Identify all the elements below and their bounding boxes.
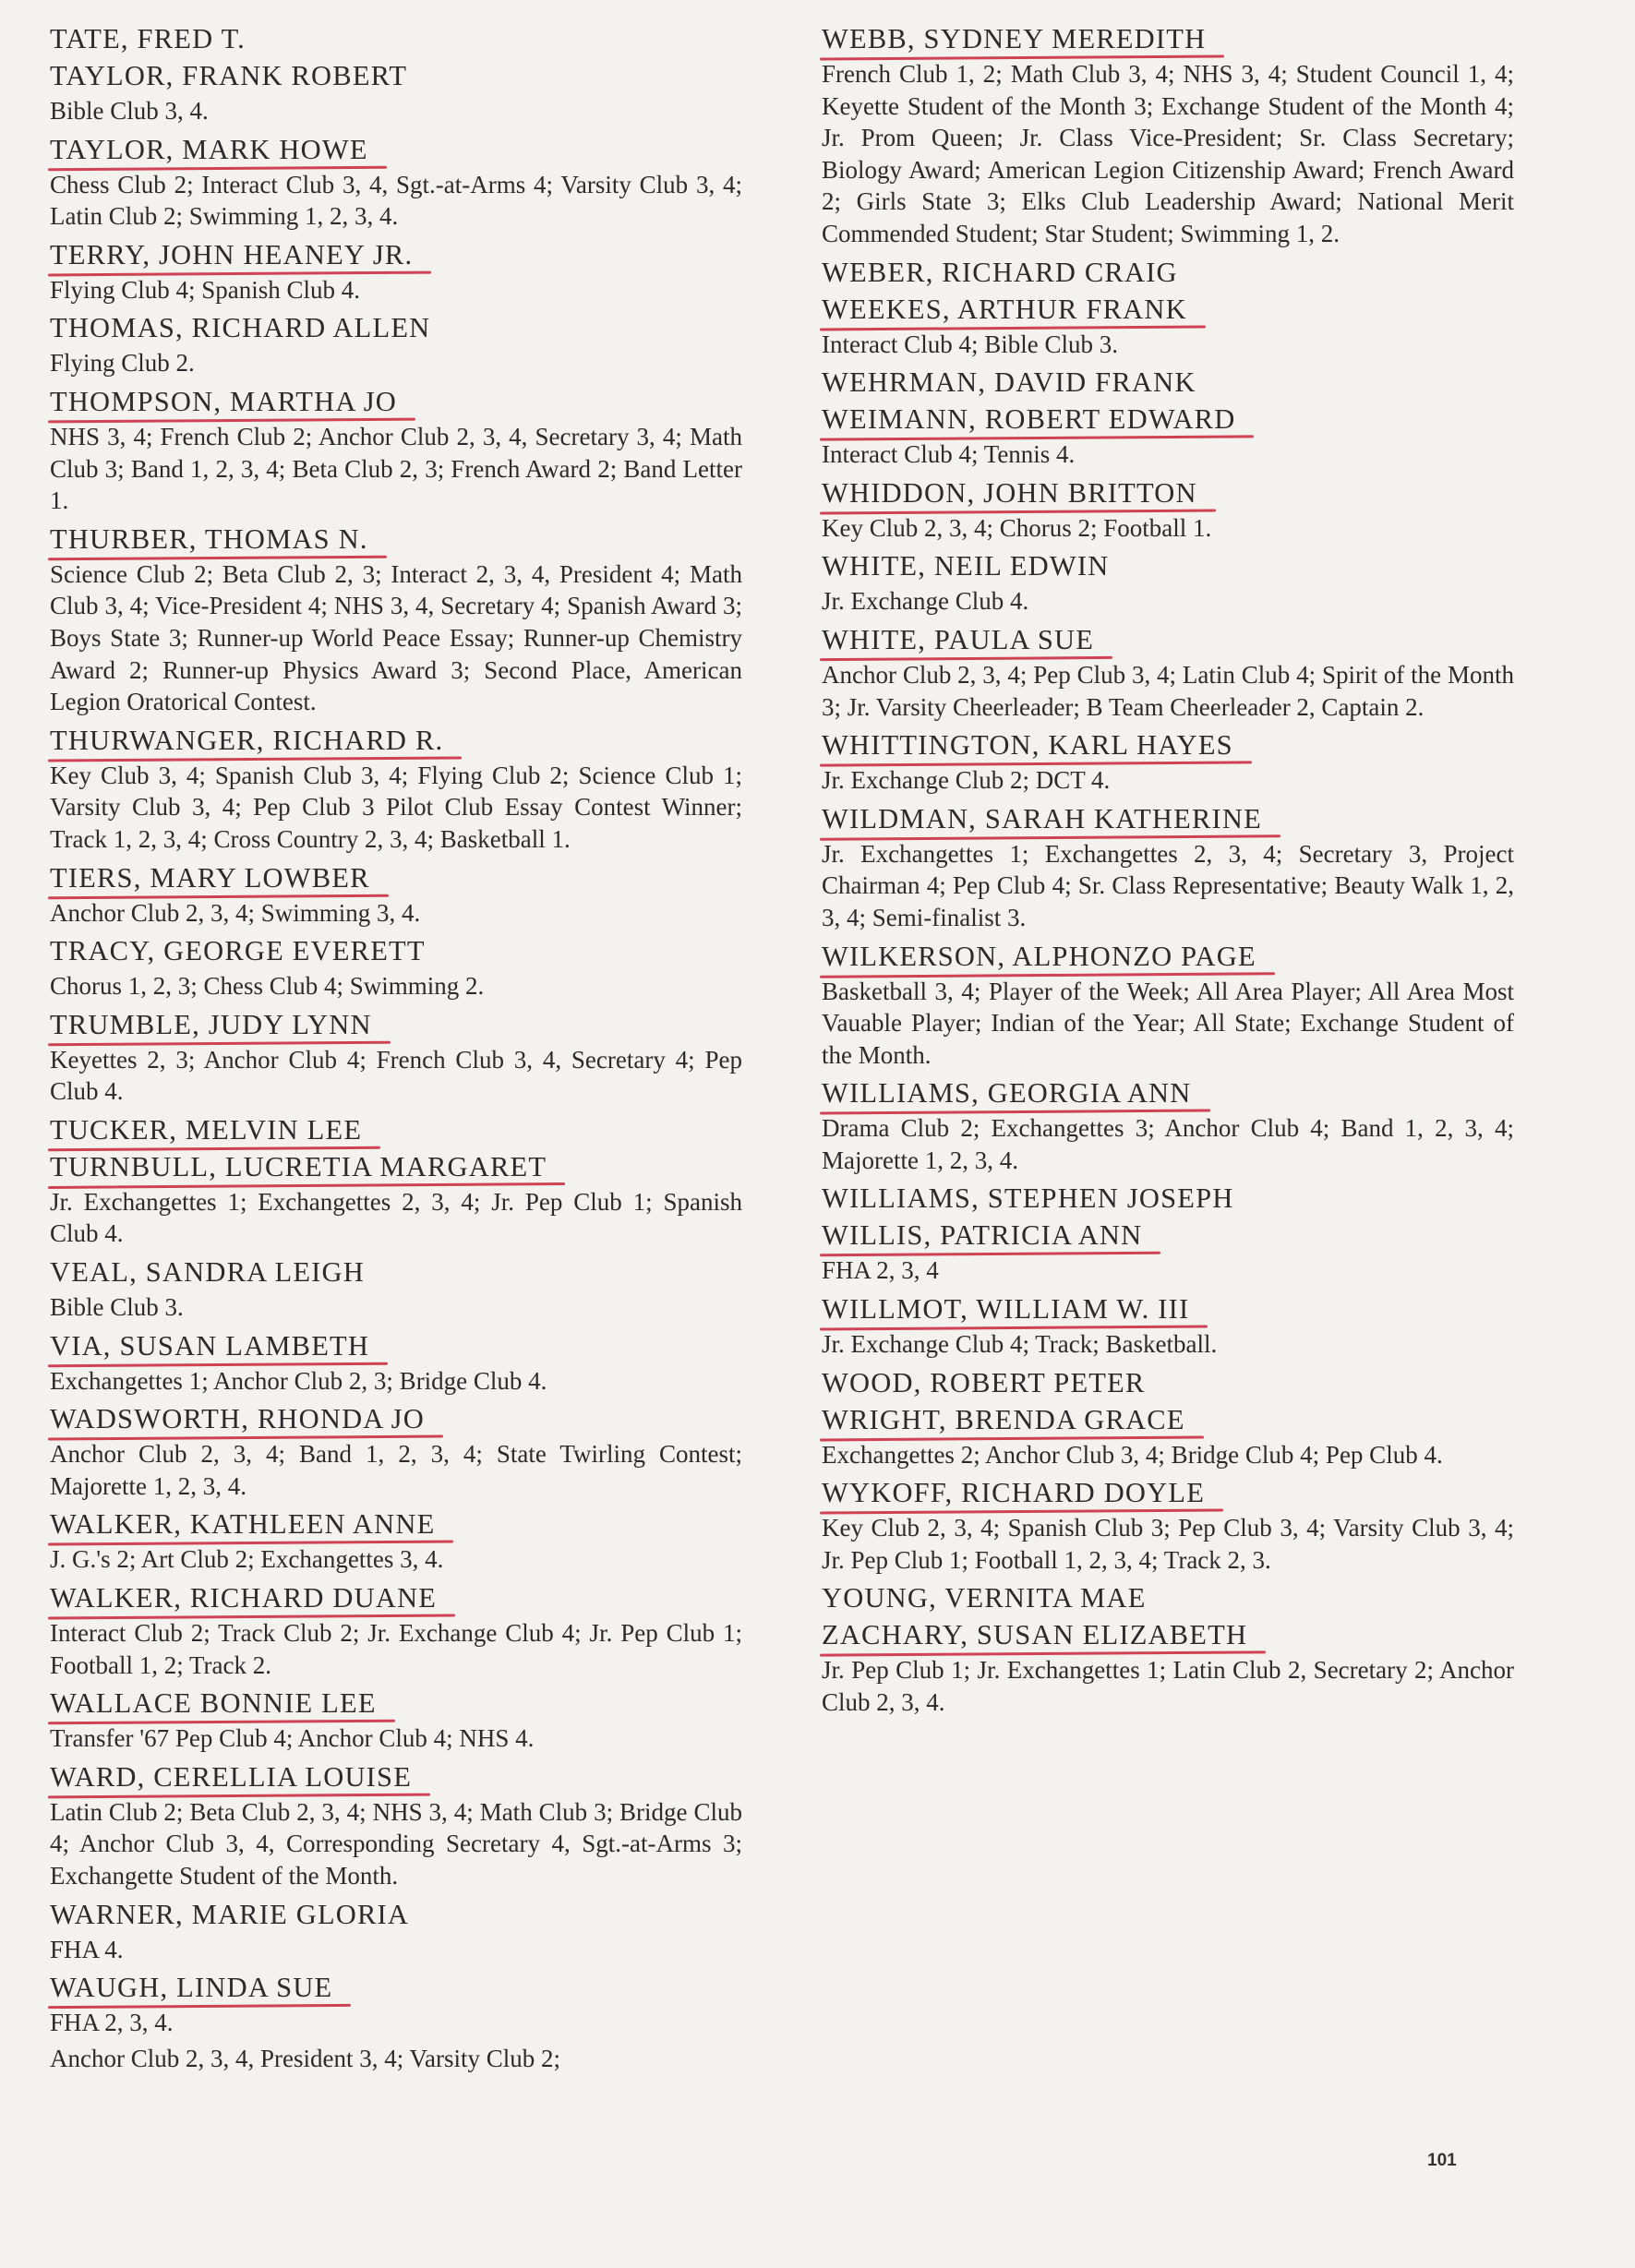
senior-entry — [820, 1290, 1514, 1364]
student-name: WEIMANN, ROBERT EDWARD — [820, 401, 1235, 438]
senior-entry — [48, 1506, 742, 1579]
senior-entry — [48, 1896, 742, 1970]
senior-entry — [820, 364, 1514, 401]
student-name: WALLACE BONNIE LEE — [48, 1685, 377, 1722]
student-activities: Bible Club 3. — [50, 1293, 184, 1322]
student-name: YOUNG, VERNITA MAE — [822, 1582, 1147, 1614]
student-activities: NHS 3, 4; French Club 2; Anchor Club 2, 3, 4, Secretary 3, 4; Math Club 3; Band 1, 2, 3, 4; Beta Club 2, 3; French Award 2; Band Letter 1. — [50, 422, 742, 515]
senior-entry — [48, 57, 742, 131]
student-name: THURBER, THOMAS N. — [48, 521, 368, 558]
student-name: TAYLOR, MARK HOWE — [48, 131, 368, 168]
student-activities: Jr. Exchange Club 2; DCT 4. — [822, 766, 1111, 795]
student-name: WHITE, NEIL EDWIN — [822, 550, 1110, 582]
page-number: 101 — [1427, 2151, 1457, 2170]
senior-entry — [820, 800, 1514, 938]
senior-entry — [820, 1579, 1514, 1616]
student-name: TERRY, JOHN HEANEY JR. — [48, 236, 413, 273]
student-name: WOOD, ROBERT PETER — [822, 1366, 1146, 1398]
senior-entry — [48, 1969, 742, 2074]
student-activities: Anchor Club 2, 3, 4; Pep Club 3, 4; Latin Club 4; Spirit of the Month 3; Jr. Varsity Cheerleader; B Team Cheerleader 2, Captain 2. — [822, 660, 1514, 721]
senior-entry — [48, 859, 742, 933]
student-name: WILLMOT, WILLIAM W. III — [820, 1290, 1189, 1327]
student-name: WYKOFF, RICHARD DOYLE — [820, 1474, 1205, 1511]
student-activities: Flying Club 4; Spanish Club 4. — [50, 275, 361, 304]
senior-entry — [48, 1579, 742, 1685]
student-activities: Jr. Pep Club 1; Jr. Exchangettes 1; Latin Club 2, Secretary 2; Anchor Club 2, 3, 4. — [822, 1656, 1514, 1717]
senior-entry — [48, 309, 742, 383]
student-activities: Bible Club 3, 4. — [50, 97, 209, 125]
student-name: THOMPSON, MARTHA JO — [48, 383, 397, 420]
student-activities: Exchangettes 2; Anchor Club 3, 4; Bridge Club 4; Pep Club 4. — [822, 1440, 1443, 1469]
senior-entry — [820, 254, 1514, 291]
senior-entry — [48, 1758, 742, 1896]
student-activities: Key Club 2, 3, 4; Spanish Club 3; Pep Club 3, 4; Varsity Club 3, 4; Jr. Pep Club 1; Football 1, 2, 3, 4; Track 2, 3. — [822, 1514, 1514, 1574]
student-name: TATE, FRED T. — [50, 23, 246, 54]
student-name: TUCKER, MELVIN LEE — [48, 1111, 362, 1148]
senior-entry — [820, 401, 1514, 474]
student-name: WILDMAN, SARAH KATHERINE — [820, 800, 1262, 837]
senior-entry — [48, 236, 742, 310]
senior-entry — [48, 20, 742, 57]
senior-entry — [820, 1180, 1514, 1217]
student-activities: Jr. Exchangettes 1; Exchangettes 2, 3, 4; Secretary 3, Project Chairman 4; Pep Club 4; Sr. Class Representative; Beauty Walk 1, 2, 3, 4; Semi-finalist 3. — [822, 839, 1514, 931]
student-name: WARD, CERELLIA LOUISE — [48, 1758, 412, 1795]
left-column — [48, 20, 742, 2074]
student-name: WALKER, KATHLEEN ANNE — [48, 1506, 435, 1542]
student-activities: Anchor Club 2, 3, 4; Band 1, 2, 3, 4; State Twirling Contest; Majorette 1, 2, 3, 4. — [50, 1440, 742, 1500]
student-name: WEHRMAN, DAVID FRANK — [822, 366, 1196, 399]
senior-entry — [820, 621, 1514, 726]
senior-entry — [820, 291, 1514, 365]
student-activities: Interact Club 4; Bible Club 3. — [822, 330, 1118, 358]
senior-entry — [820, 726, 1514, 800]
student-activities: J. G.'s 2; Art Club 2; Exchangettes 3, 4. — [50, 1545, 444, 1574]
senior-entry — [820, 547, 1514, 621]
student-name: WILLIAMS, STEPHEN JOSEPH — [822, 1182, 1234, 1215]
student-activities: Chess Club 2; Interact Club 3, 4, Sgt.-at-Arms 4; Varsity Club 3, 4; Latin Club 2; Swimming 1, 2, 3, 4. — [50, 170, 742, 231]
senior-entry — [48, 1111, 742, 1148]
student-name: TRUMBLE, JUDY LYNN — [48, 1006, 372, 1043]
student-name: VIA, SUSAN LAMBETH — [48, 1327, 369, 1364]
senior-entry — [820, 1401, 1514, 1475]
senior-entry — [820, 938, 1514, 1075]
student-name: WRIGHT, BRENDA GRACE — [820, 1401, 1185, 1438]
senior-entry — [48, 1006, 742, 1111]
senior-entry — [48, 1400, 742, 1506]
senior-entry — [48, 1327, 742, 1401]
student-activities: Latin Club 2; Beta Club 2, 3, 4; NHS 3, 4; Math Club 3; Bridge Club 4; Anchor Club 3, 4, Corresponding Secretary 4, Sgt.-at-Arms 3; Exchangette Student of the Month. — [50, 1797, 742, 1890]
student-activities: FHA 2, 3, 4. — [50, 2009, 174, 2037]
student-activities: Basketball 3, 4; Player of the Week; All Area Player; All Area Most Vauable Player; Indian of the Year; All State; Exchange Student of the Month. — [822, 977, 1514, 1069]
senior-entry — [48, 1685, 742, 1758]
student-activities-continued: Anchor Club 2, 3, 4, President 3, 4; Varsity Club 2; — [50, 2044, 560, 2072]
student-name: WEEKES, ARTHUR FRANK — [820, 291, 1187, 328]
senior-entry — [48, 521, 742, 722]
senior-entry — [820, 1364, 1514, 1401]
student-activities: Anchor Club 2, 3, 4; Swimming 3, 4. — [50, 898, 421, 927]
student-activities: French Club 1, 2; Math Club 3, 4; NHS 3, 4; Student Council 1, 4; Keyette Student of the Month 3; Exchange Student of the Month 4; Jr. Prom Queen; Jr. Class Vice-President; Sr. Class Secretary; Biology Award; American Legion Citizenship Award; French Award 2; Girls State 3; Elks Club Leadership Award; National Merit Commended Student; Star Student; Swimming 1, 2. — [822, 60, 1514, 247]
student-activities: Flying Club 2. — [50, 349, 195, 378]
student-activities: Interact Club 4; Tennis 4. — [822, 440, 1076, 469]
student-activities: Jr. Exchangettes 1; Exchangettes 2, 3, 4; Jr. Pep Club 1; Spanish Club 4. — [50, 1187, 742, 1248]
student-name: ZACHARY, SUSAN ELIZABETH — [820, 1616, 1247, 1653]
student-name: WILLIS, PATRICIA ANN — [820, 1217, 1142, 1254]
student-activities: Jr. Exchange Club 4. — [822, 587, 1029, 616]
student-activities: Chorus 1, 2, 3; Chess Club 4; Swimming 2. — [50, 972, 485, 1001]
student-name: THOMAS, RICHARD ALLEN — [50, 312, 431, 344]
senior-entry — [820, 1074, 1514, 1180]
senior-entry — [48, 383, 742, 521]
senior-entry — [48, 722, 742, 859]
student-name: WADSWORTH, RHONDA JO — [48, 1400, 425, 1437]
senior-entry — [820, 1474, 1514, 1579]
senior-entry — [820, 1217, 1514, 1290]
senior-entry — [820, 20, 1514, 254]
student-name: WHIDDON, JOHN BRITTON — [820, 474, 1197, 511]
student-activities: Interact Club 2; Track Club 2; Jr. Exchange Club 4; Jr. Pep Club 1; Football 1, 2; Track 2. — [50, 1619, 742, 1679]
student-name: TAYLOR, FRANK ROBERT — [50, 60, 408, 91]
student-activities: Transfer '67 Pep Club 4; Anchor Club 4; NHS 4. — [50, 1724, 535, 1753]
right-column — [820, 20, 1514, 1722]
student-activities: Key Club 3, 4; Spanish Club 3, 4; Flying Club 2; Science Club 1; Varsity Club 3, 4; Pep Club 3 Pilot Club Essay Contest Winner; Track 1, 2, 3, 4; Cross Country 2, 3, 4; Basketball 1. — [50, 761, 742, 853]
student-name: TIERS, MARY LOWBER — [48, 859, 370, 896]
student-activities: Exchangettes 1; Anchor Club 2, 3; Bridge Club 4. — [50, 1366, 547, 1395]
senior-entry — [48, 131, 742, 236]
senior-entry — [48, 932, 742, 1006]
student-name: WHITE, PAULA SUE — [820, 621, 1094, 658]
student-activities: FHA 4. — [50, 1935, 124, 1963]
student-name: THURWANGER, RICHARD R. — [48, 722, 443, 759]
student-name: WAUGH, LINDA SUE — [48, 1969, 332, 2006]
student-activities: FHA 2, 3, 4 — [822, 1256, 939, 1285]
student-activities: Science Club 2; Beta Club 2, 3; Interact 2, 3, 4, President 4; Math Club 3, 4; Vice-President 4; NHS 3, 4, Secretary 4; Spanish Award 3; Boys State 3; Runner-up World Peace Essay; Runner-up Chemistry Award 2; Runner-up Physics Award 3; Second Place, American Legion Oratorical Contest. — [50, 559, 742, 716]
student-name: TURNBULL, LUCRETIA MARGARET — [48, 1148, 547, 1185]
senior-entry — [820, 474, 1514, 548]
student-name: VEAL, SANDRA LEIGH — [50, 1256, 365, 1289]
senior-entry — [48, 1148, 742, 1254]
student-name: WARNER, MARIE GLORIA — [50, 1898, 410, 1930]
student-activities: Key Club 2, 3, 4; Chorus 2; Football 1. — [822, 513, 1212, 542]
senior-entry — [48, 1254, 742, 1327]
senior-entry — [820, 1616, 1514, 1722]
student-activities: Keyettes 2, 3; Anchor Club 4; French Club 3, 4, Secretary 4; Pep Club 4. — [50, 1045, 742, 1106]
student-activities: Drama Club 2; Exchangettes 3; Anchor Club 4; Band 1, 2, 3, 4; Majorette 1, 2, 3, 4. — [822, 1114, 1514, 1174]
student-name: WEBER, RICHARD CRAIG — [822, 256, 1178, 288]
student-activities: Jr. Exchange Club 4; Track; Basketball. — [822, 1330, 1218, 1359]
student-name: WILLIAMS, GEORGIA ANN — [820, 1074, 1192, 1111]
student-name: TRACY, GEORGE EVERETT — [50, 935, 426, 967]
student-name: WEBB, SYDNEY MEREDITH — [820, 20, 1206, 57]
student-name: WHITTINGTON, KARL HAYES — [820, 726, 1233, 763]
student-name: WALKER, RICHARD DUANE — [48, 1579, 437, 1616]
student-name: WILKERSON, ALPHONZO PAGE — [820, 938, 1256, 975]
